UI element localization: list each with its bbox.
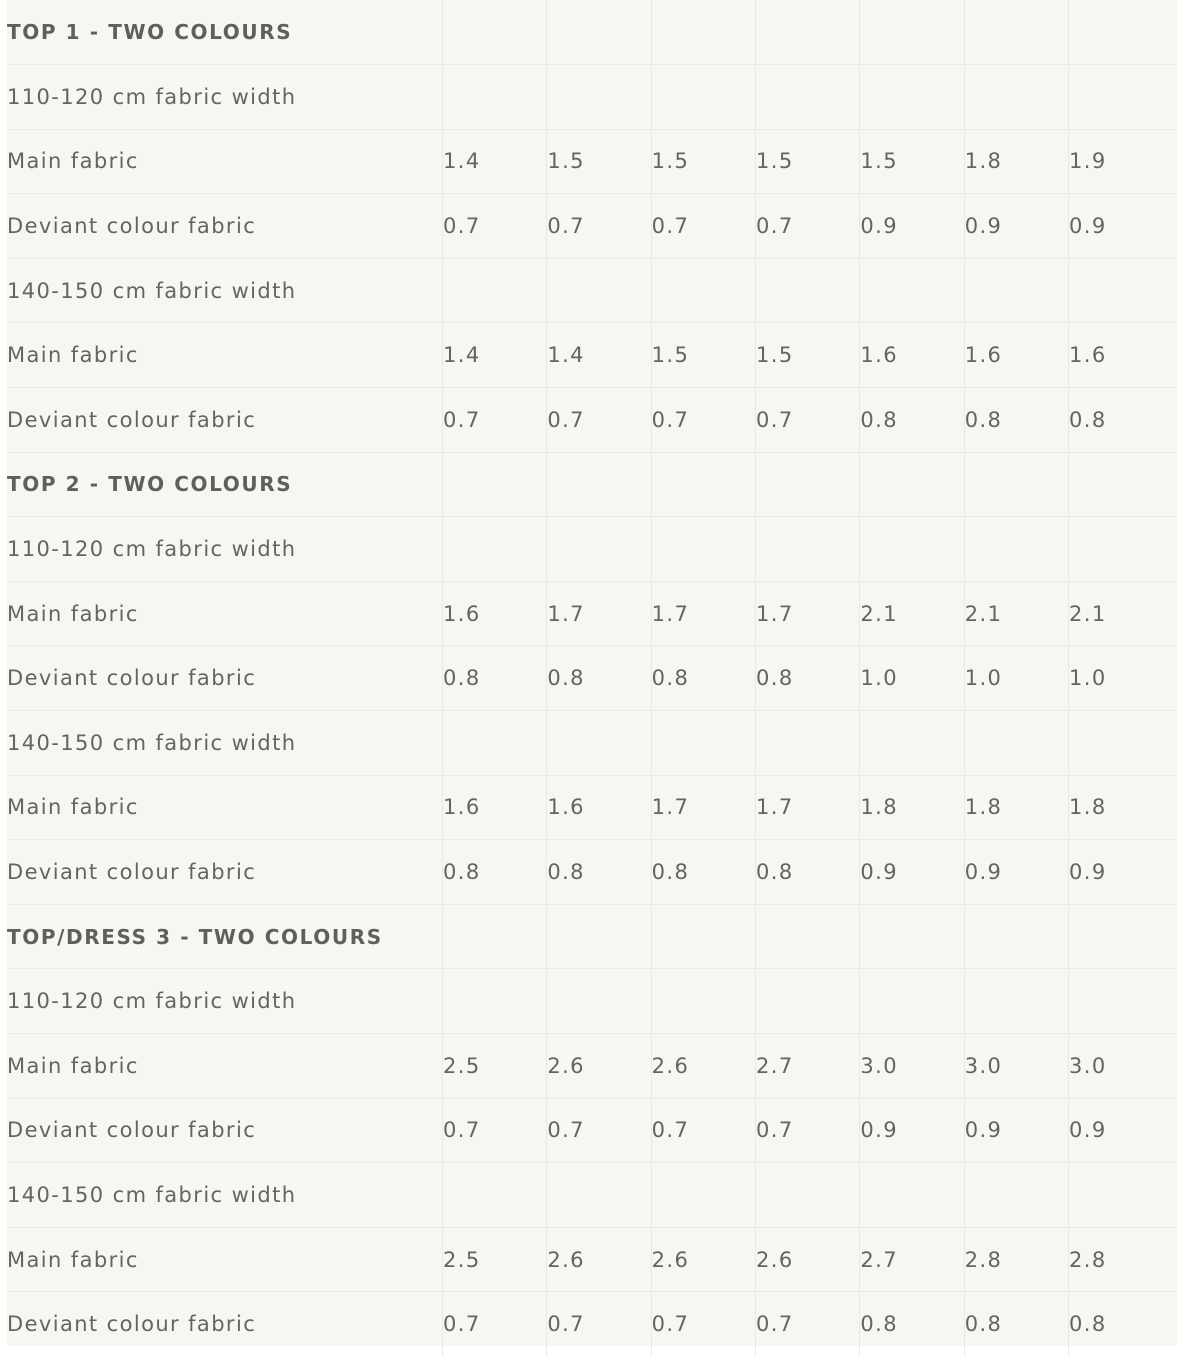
fabric-amount-cell: 3.0 [964,1034,1068,1099]
fabric-amount-cell: 0.8 [756,646,860,711]
empty-cell [547,258,651,323]
section-title: TOP 2 - TWO COLOURS [7,452,442,517]
fabric-amount-cell: 0.7 [547,388,651,453]
empty-cell [964,711,1068,776]
fabric-amount-cell: 1.5 [547,129,651,194]
fabric-amount-row [7,1292,1177,1356]
empty-cell [1069,258,1177,323]
fabric-amount-cell: 1.0 [860,646,964,711]
empty-cell [756,904,860,969]
fabric-amount-row [7,129,1177,194]
fabric-amount-cell: 1.6 [964,323,1068,388]
fabric-width-row [7,711,1177,776]
fabric-amount-cell: 0.7 [651,1098,755,1163]
empty-cell [756,452,860,517]
empty-cell [964,258,1068,323]
fabric-amount-cell: 0.9 [964,840,1068,905]
empty-cell [442,0,546,65]
fabric-type-label: Deviant colour fabric [7,1098,442,1163]
fabric-amount-cell: 3.0 [1069,1034,1177,1099]
fabric-amount-cell: 0.8 [756,840,860,905]
fabric-amount-cell: 0.7 [547,1098,651,1163]
empty-cell [756,711,860,776]
empty-cell [547,711,651,776]
fabric-amount-cell: 1.5 [756,129,860,194]
empty-cell [756,1163,860,1228]
fabric-amount-cell: 0.9 [964,194,1068,259]
empty-cell [547,517,651,582]
empty-cell [547,65,651,130]
empty-cell [442,517,546,582]
empty-cell [1069,904,1177,969]
fabric-amount-cell: 1.8 [964,129,1068,194]
empty-cell [860,517,964,582]
empty-cell [964,517,1068,582]
empty-cell [964,452,1068,517]
fabric-requirements-panel [7,0,1177,1346]
table-body [7,0,1177,1356]
fabric-amount-row [7,840,1177,905]
fabric-amount-cell: 0.9 [860,194,964,259]
empty-cell [651,904,755,969]
empty-cell [860,65,964,130]
fabric-amount-cell: 0.7 [442,1098,546,1163]
empty-cell [1069,711,1177,776]
fabric-amount-cell: 0.8 [860,388,964,453]
fabric-amount-cell: 0.8 [547,646,651,711]
empty-cell [860,1163,964,1228]
fabric-amount-cell: 0.9 [860,1098,964,1163]
empty-cell [547,904,651,969]
section-title: TOP 1 - TWO COLOURS [7,0,442,65]
fabric-amount-cell: 2.7 [860,1227,964,1292]
empty-cell [1069,969,1177,1034]
fabric-width-label: 110-120 cm fabric width [7,517,442,582]
section-heading-row [7,452,1177,517]
fabric-amount-cell: 0.9 [1069,194,1177,259]
fabric-amount-cell: 1.7 [547,581,651,646]
empty-cell [651,1163,755,1228]
fabric-amount-row [7,1098,1177,1163]
empty-cell [860,0,964,65]
empty-cell [547,0,651,65]
fabric-amount-row [7,194,1177,259]
empty-cell [651,969,755,1034]
fabric-amount-row [7,775,1177,840]
fabric-amount-cell: 2.1 [860,581,964,646]
fabric-amount-cell: 0.8 [651,646,755,711]
fabric-width-label: 110-120 cm fabric width [7,969,442,1034]
fabric-amount-cell: 3.0 [860,1034,964,1099]
empty-cell [964,904,1068,969]
fabric-amount-cell: 1.6 [1069,323,1177,388]
fabric-amount-cell: 0.7 [756,388,860,453]
empty-cell [964,969,1068,1034]
fabric-amount-cell: 0.7 [442,1292,546,1356]
fabric-width-label: 140-150 cm fabric width [7,258,442,323]
empty-cell [547,969,651,1034]
fabric-amount-cell: 1.9 [1069,129,1177,194]
empty-cell [1069,452,1177,517]
empty-cell [860,452,964,517]
fabric-amount-cell: 0.7 [756,1292,860,1356]
section-heading-row [7,904,1177,969]
fabric-amount-cell: 0.7 [651,194,755,259]
fabric-amount-cell: 0.7 [651,388,755,453]
fabric-amount-row [7,1227,1177,1292]
fabric-amount-cell: 0.7 [442,194,546,259]
fabric-amount-cell: 1.6 [547,775,651,840]
fabric-amount-cell: 2.1 [1069,581,1177,646]
fabric-width-label: 140-150 cm fabric width [7,1163,442,1228]
fabric-amount-cell: 0.8 [442,840,546,905]
fabric-amount-cell: 2.7 [756,1034,860,1099]
fabric-amount-cell: 0.7 [547,1292,651,1356]
fabric-width-row [7,65,1177,130]
empty-cell [860,904,964,969]
fabric-amount-cell: 0.7 [651,1292,755,1356]
fabric-amount-cell: 0.7 [756,1098,860,1163]
fabric-amount-cell: 1.5 [651,323,755,388]
fabric-amount-row [7,323,1177,388]
empty-cell [547,1163,651,1228]
fabric-type-label: Main fabric [7,581,442,646]
empty-cell [651,65,755,130]
fabric-amount-cell: 0.8 [651,840,755,905]
empty-cell [651,258,755,323]
fabric-amount-cell: 1.8 [860,775,964,840]
fabric-type-label: Main fabric [7,323,442,388]
fabric-type-label: Main fabric [7,1227,442,1292]
fabric-amount-cell: 1.5 [756,323,860,388]
empty-cell [756,258,860,323]
empty-cell [442,969,546,1034]
empty-cell [442,65,546,130]
fabric-type-label: Deviant colour fabric [7,646,442,711]
fabric-amount-cell: 1.0 [964,646,1068,711]
empty-cell [860,258,964,323]
fabric-amount-cell: 1.6 [442,775,546,840]
fabric-amount-cell: 2.8 [1069,1227,1177,1292]
empty-cell [964,0,1068,65]
fabric-type-label: Deviant colour fabric [7,840,442,905]
fabric-amount-cell: 2.6 [651,1034,755,1099]
empty-cell [442,711,546,776]
fabric-amount-cell: 0.9 [1069,840,1177,905]
fabric-width-row [7,969,1177,1034]
empty-cell [756,969,860,1034]
fabric-amount-cell: 1.6 [860,323,964,388]
fabric-amount-cell: 2.6 [547,1034,651,1099]
fabric-amount-cell: 0.8 [964,1292,1068,1356]
empty-cell [442,904,546,969]
fabric-amount-row [7,581,1177,646]
empty-cell [1069,517,1177,582]
fabric-amount-cell: 0.7 [756,194,860,259]
empty-cell [442,1163,546,1228]
empty-cell [651,711,755,776]
fabric-amount-cell: 0.9 [860,840,964,905]
fabric-amount-cell: 0.8 [1069,388,1177,453]
fabric-amount-cell: 1.4 [442,129,546,194]
empty-cell [1069,1163,1177,1228]
empty-cell [547,452,651,517]
fabric-amount-row [7,1034,1177,1099]
empty-cell [651,0,755,65]
fabric-type-label: Main fabric [7,775,442,840]
fabric-type-label: Deviant colour fabric [7,1292,442,1356]
empty-cell [1069,0,1177,65]
fabric-amount-cell: 0.8 [964,388,1068,453]
empty-cell [860,711,964,776]
fabric-amount-cell: 2.6 [547,1227,651,1292]
empty-cell [964,65,1068,130]
empty-cell [1069,65,1177,130]
fabric-amount-cell: 2.5 [442,1227,546,1292]
fabric-amount-cell: 0.8 [1069,1312,1107,1337]
fabric-width-label: 140-150 cm fabric width [7,711,442,776]
fabric-width-row [7,517,1177,582]
fabric-width-row [7,258,1177,323]
fabric-type-label: Main fabric [7,1034,442,1099]
fabric-amount-cell: 2.1 [964,581,1068,646]
empty-cell [756,517,860,582]
fabric-amount-row [7,388,1177,453]
fabric-type-label: Deviant colour fabric [7,388,442,453]
fabric-amount-cell: 2.8 [964,1227,1068,1292]
fabric-amount-cell: 1.5 [651,129,755,194]
fabric-amount-cell: 1.7 [756,581,860,646]
fabric-amount-cell: 1.7 [651,581,755,646]
empty-cell [442,258,546,323]
empty-cell [756,65,860,130]
fabric-requirements-table [7,0,1177,1356]
empty-cell [860,969,964,1034]
fabric-amount-cell: 1.0 [1069,646,1177,711]
fabric-amount-cell: 1.5 [860,129,964,194]
section-title: TOP/DRESS 3 - TWO COLOURS [7,904,442,969]
fabric-amount-cell: 0.9 [1069,1098,1177,1163]
fabric-amount-cell: 1.6 [442,581,546,646]
fabric-amount-cell: 2.6 [651,1227,755,1292]
empty-cell [964,1163,1068,1228]
fabric-type-label: Deviant colour fabric [7,194,442,259]
fabric-amount-cell: 1.7 [756,775,860,840]
fabric-amount-cell: 1.4 [442,323,546,388]
fabric-width-label: 110-120 cm fabric width [7,65,442,130]
empty-cell [756,0,860,65]
section-heading-row [7,0,1177,65]
empty-cell [651,517,755,582]
fabric-amount-cell: 0.8 [442,646,546,711]
empty-cell [651,452,755,517]
fabric-amount-cell: 2.5 [442,1034,546,1099]
fabric-amount-row [7,646,1177,711]
fabric-amount-cell: 1.8 [1069,775,1177,840]
fabric-amount-cell: 2.6 [756,1227,860,1292]
fabric-width-row [7,1163,1177,1228]
fabric-amount-cell: 1.7 [651,775,755,840]
fabric-amount-cell: 0.7 [547,194,651,259]
fabric-amount-cell: 0.8 [547,840,651,905]
empty-cell [442,452,546,517]
fabric-amount-cell: 0.7 [442,388,546,453]
fabric-amount-cell: 0.8 [860,1292,964,1356]
fabric-amount-cell: 1.8 [964,775,1068,840]
fabric-amount-cell: 0.9 [964,1098,1068,1163]
fabric-type-label: Main fabric [7,129,442,194]
fabric-amount-cell: 1.4 [547,323,651,388]
